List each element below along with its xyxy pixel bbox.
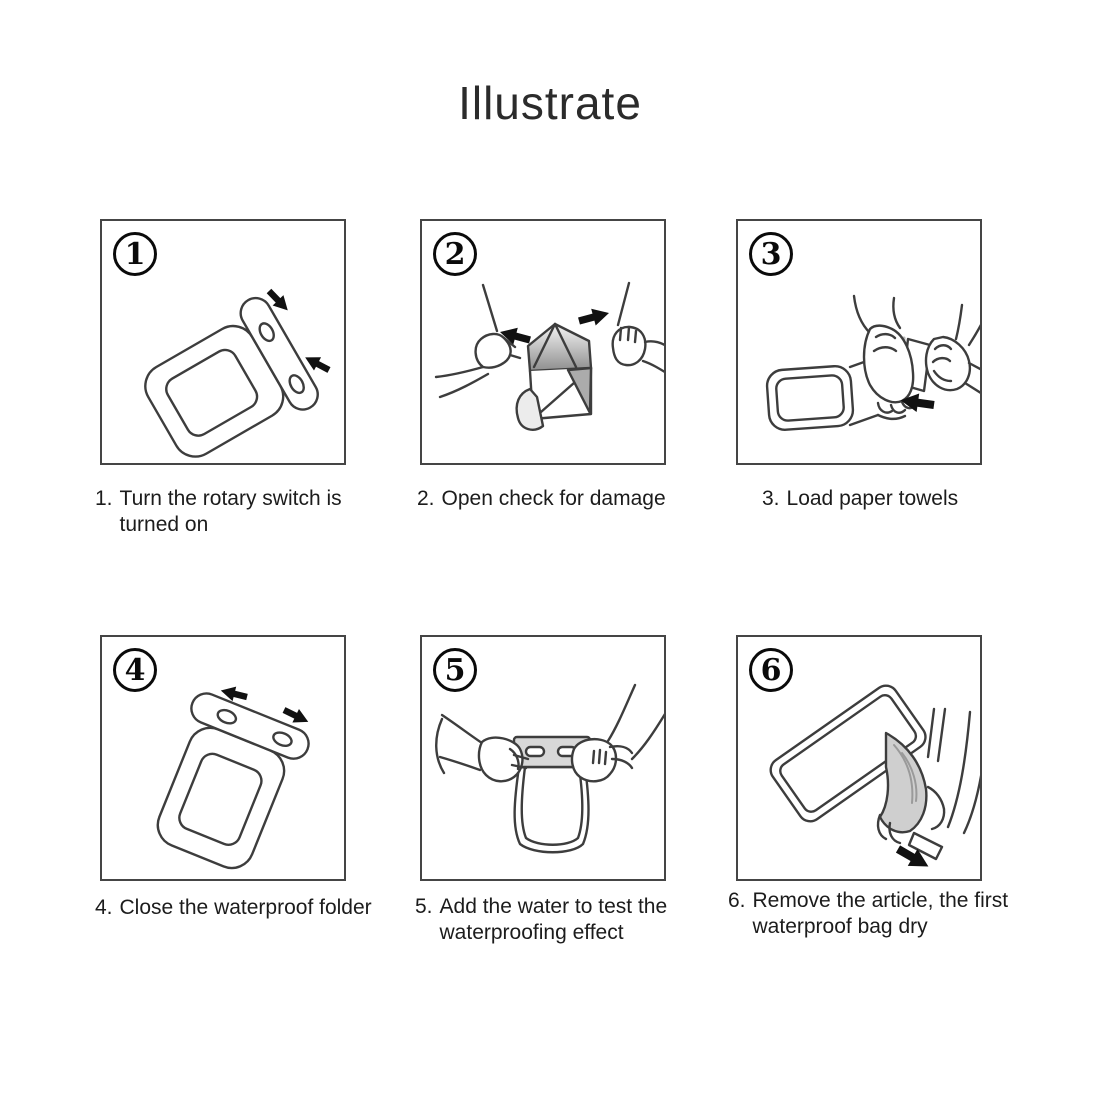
- step2-panel: [420, 219, 666, 465]
- step3-caption: [762, 486, 958, 512]
- caption-line: Turn the rotary switch is: [119, 487, 342, 510]
- step5-panel: [420, 635, 666, 881]
- step4-caption-marker: 4.: [95, 896, 113, 919]
- step3-caption-marker: 3.: [762, 487, 780, 510]
- step1-caption: [95, 486, 342, 538]
- caption-line: Open check for damage: [441, 487, 666, 510]
- page-title: Illustrate: [458, 77, 642, 129]
- step3-number-badge: 3: [749, 232, 793, 276]
- caption-line: waterproofing effect: [439, 921, 624, 944]
- step4-number-badge: 4: [113, 648, 157, 692]
- step3-panel: [736, 219, 982, 465]
- step5-number-badge: 5: [433, 648, 477, 692]
- caption-line: turned on: [119, 513, 209, 536]
- step4-panel: [100, 635, 346, 881]
- step5-caption-marker: 5.: [415, 895, 433, 918]
- caption-line: Remove the article, the first: [752, 889, 1009, 912]
- step6-number-badge: 6: [749, 648, 793, 692]
- caption-line: Add the water to test the: [439, 895, 668, 918]
- step6-caption-marker: 6.: [728, 889, 746, 912]
- step2-number-badge: 2: [433, 232, 477, 276]
- step6-panel: [736, 635, 982, 881]
- step1-number-badge: 1: [113, 232, 157, 276]
- step5-caption: [415, 894, 667, 946]
- step4-caption: [95, 895, 372, 921]
- caption-line: Close the waterproof folder: [119, 896, 372, 919]
- step1-panel: [100, 219, 346, 465]
- caption-line: Load paper towels: [786, 487, 959, 510]
- step6-caption: [728, 888, 1008, 940]
- step1-caption-marker: 1.: [95, 487, 113, 510]
- step2-caption: [417, 486, 666, 512]
- caption-line: waterproof bag dry: [752, 915, 928, 938]
- pull-right-arrow-icon: [577, 305, 611, 330]
- step2-caption-marker: 2.: [417, 487, 435, 510]
